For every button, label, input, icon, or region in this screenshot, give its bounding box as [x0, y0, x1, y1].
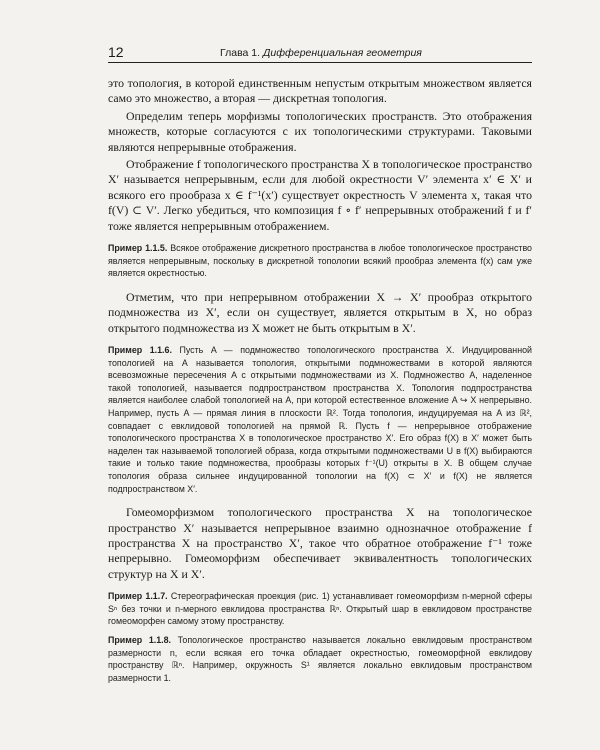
example-block	[108, 242, 532, 280]
example-block	[108, 634, 532, 684]
example-label: Пример 1.1.5.	[108, 243, 168, 254]
example-text: Пусть A — подмножество топологического пространства X. Индуцированной топологией на A называется топология, открытыми подмножествами в которой являются всевозможные пересечения A с открытыми подмножествами из X. Подмножество A, наделенное такой топологией, называется подпространством пространства X. Топология подпространства является наиболее слабой топологией на A, при которой естественное вложение A ↪ X непрерывно. Например, пусть A — прямая линия в плоскости ℝ². Тогда топология, индуцируемая на A из ℝ², совпадает с евклидовой топологией на прямой ℝ. Пусть f — непрерывное отображение топологического пространства X в топологическое пространство X′. Его образ f(X) в X′ может быть наделен так называемой топологией образа, когда открытыми подмножествами U в f(X) выбираются такие и только такие подмножества, прообразы которых f⁻¹(U) открыты в X. В общем случае топология образа сильнее индуцированной топологии на f(X) ⊂ X′ и f(X) не является подпространством X′.	[108, 345, 532, 494]
running-head	[220, 46, 422, 60]
paragraph: Гомеоморфизмом топологического пространства X на топологическое пространство X′ называется непрерывное взаимно однозначное отображение f пространства X на пространство X′, такое что обратное отображение f⁻¹ тоже непрерывно. Гомеоморфизм обеспечивает эквивалентность топологических структур на X и X′.	[108, 505, 532, 581]
example-block	[108, 590, 532, 628]
paragraph: это топология, в которой единственным непустым открытым множеством является само это множество, а вторая — дискретная топология.	[108, 76, 532, 106]
chapter-title: Дифференциальная геометрия	[262, 47, 422, 59]
paragraph: Определим теперь морфизмы топологических пространств. Это отображения множеств, которые согласуются с их топологическими структурами. Таковыми являются непрерывные отображения.	[108, 108, 532, 154]
paragraph: Отметим, что при непрерывном отображении X → X′ прообраз открытого подмножества из X′, если он существует, является открытым в X, но образ открытого подмножества из X может не быть открытым в X′.	[108, 289, 532, 335]
chapter-label: Глава 1.	[220, 47, 261, 59]
page-number: 12	[108, 44, 124, 60]
example-text: Всякое отображение дискретного пространства в любое топологическое пространство является непрерывным, поскольку в дискретной топологии всякий прообраз элемента f(x) сам уже является окрестностью.	[108, 243, 532, 279]
example-label: Пример 1.1.8.	[108, 635, 172, 645]
page-body	[108, 76, 532, 690]
example-label: Пример 1.1.6.	[108, 345, 172, 356]
example-text: Топологическое пространство называется локально евклидовым пространством размерности n, если всякая его точка обладает окрестностью, гомеоморфной евклидову пространству ℝⁿ. Например, окружность S¹ является локально евклидовым пространством размерности 1.	[108, 635, 532, 683]
paragraph: Отображение f топологического пространства X в топологическое пространство X′ называется непрерывным, если для любой окрестности V′ элемента x′ ∈ X′ и всякого его прообраза x ∈ f⁻¹(x′) существует окрестность V элемента x, такая что f(V) ⊂ V′. Легко убедиться, что композиция f ∘ f′ непрерывных отображений f и f′ тоже является непрерывным отображением.	[108, 157, 532, 233]
page-header	[108, 44, 532, 63]
example-block	[108, 344, 532, 495]
example-text: Стереографическая проекция (рис. 1) устанавливает гомеоморфизм n-мерной сферы Sⁿ без точки и n-мерного евклидова пространства ℝⁿ. Открытый шар в евклидовом пространстве гомеоморфен самому этому пространству.	[108, 591, 532, 627]
example-label: Пример 1.1.7.	[108, 591, 168, 602]
